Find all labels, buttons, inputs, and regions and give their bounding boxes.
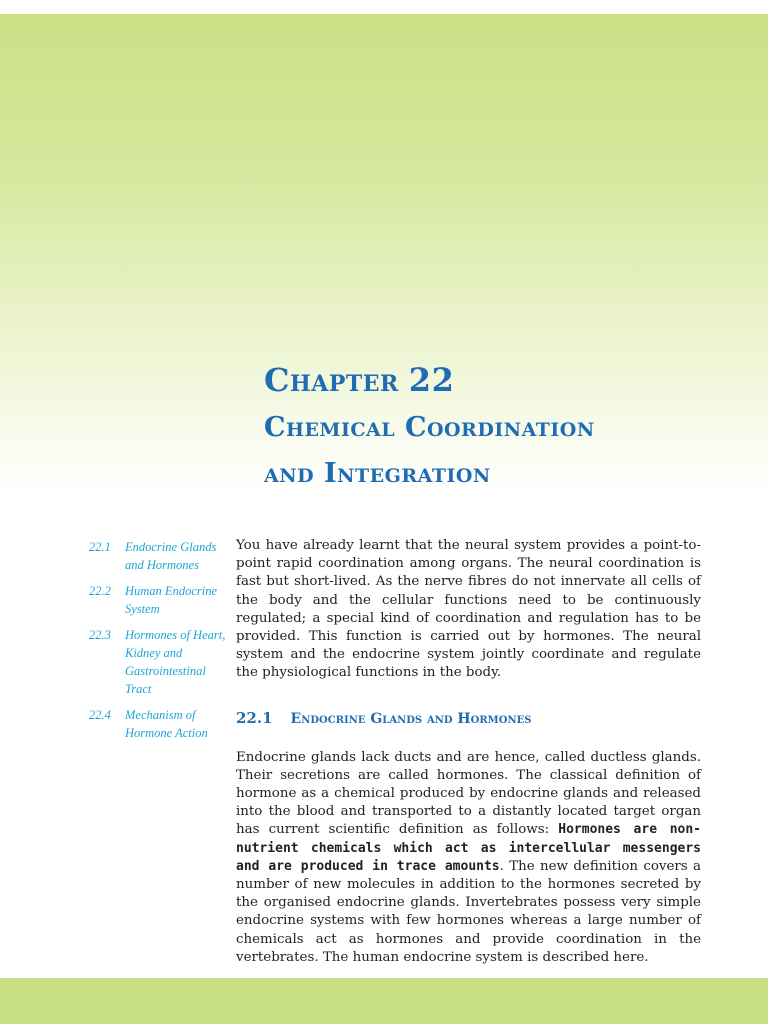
toc-text: Mechanism of Hormone Action	[125, 708, 208, 740]
chapter-heading	[264, 355, 595, 405]
hormone-definition: Hormones are non-nutrient chemicals which act as intercellular messengers and are produced in trace amounts	[236, 822, 702, 874]
chapter-title-block	[264, 355, 595, 497]
toc-item[interactable]	[89, 538, 229, 574]
chapter-contents	[89, 538, 229, 750]
chapter-label: Chapter	[264, 361, 399, 399]
chapter-title-line-1: Chemical Coordination	[264, 412, 595, 443]
body-text-before: Endocrine glands lack ducts and are hence, called ductless glands. Their secretions are called hormones. The classical definition of hormone as a chemical produced by endocrine glands and released into the blood and transported to a distantly located target organ has current scientific definition as follows:	[236, 749, 701, 838]
chapter-number: 22	[408, 361, 455, 399]
toc-number: 22.4	[89, 708, 111, 722]
section-heading	[236, 709, 701, 727]
toc-number: 22.2	[89, 584, 111, 598]
chapter-body	[236, 537, 701, 967]
chapter-title-line-2: and Integration	[264, 458, 491, 489]
toc-item[interactable]	[89, 706, 229, 742]
footer-band	[0, 978, 768, 1024]
toc-text: Human Endocrine System	[125, 584, 217, 616]
toc-text: Endocrine Glands and Hormones	[125, 540, 217, 572]
toc-text: Hormones of Heart, Kidney and Gastrointestinal Tract	[125, 628, 226, 696]
body-text-after: . The new definition covers a number of new molecules in addition to the hormones secreted by the organised endocrine glands. Invertebrates possess very simple endocrine systems with few hormones whereas a large number of chemicals act as hormones and provide coordination in the vertebrates. The human endocrine system is described here.	[236, 858, 701, 965]
toc-number: 22.3	[89, 628, 111, 642]
toc-item[interactable]	[89, 582, 229, 618]
toc-item[interactable]	[89, 626, 229, 698]
toc-number: 22.1	[89, 540, 111, 554]
body-paragraph	[236, 749, 701, 967]
section-number: 22.1	[236, 708, 273, 727]
intro-paragraph: You have already learnt that the neural system provides a point-to-point rapid coordination among organs. The neural coordination is fast but short-lived. As the nerve fibres do not innervate all cells of the body and the cellular functions need to be continuously regulated; a special kind of coordination and regulation has to be provided. This function is carried out by hormones. The neural system and the endocrine system jointly coordinate and regulate the physiological functions in the body.	[236, 538, 701, 681]
top-margin	[0, 0, 768, 14]
section-title: Endocrine Glands and Hormones	[290, 710, 532, 727]
